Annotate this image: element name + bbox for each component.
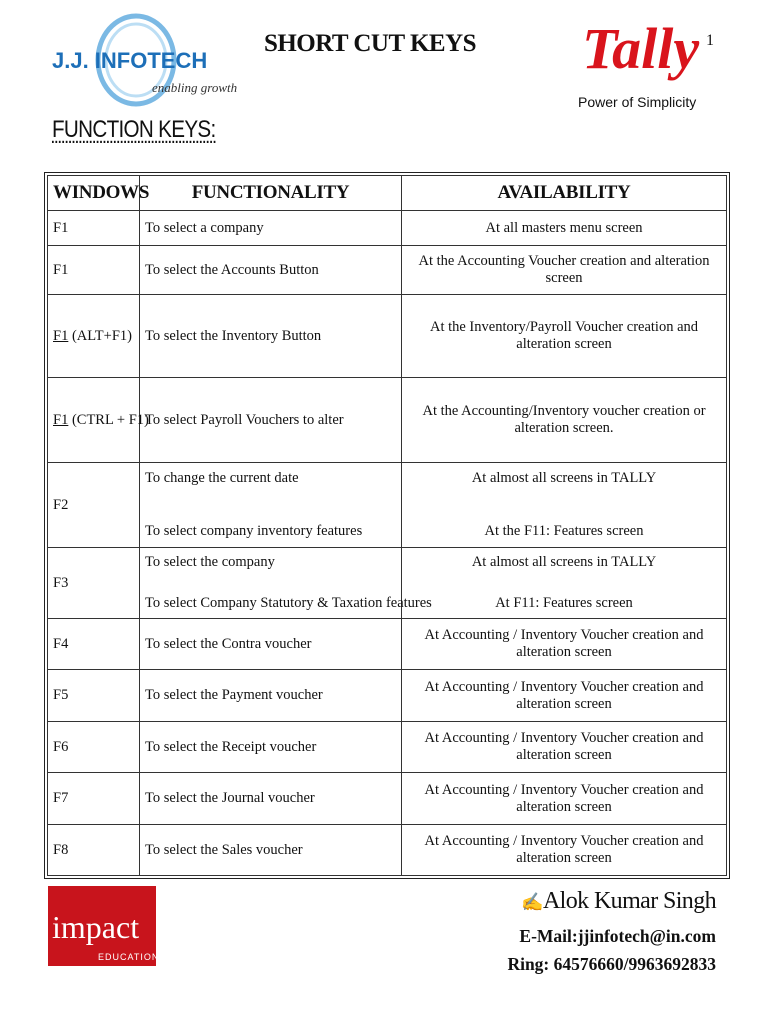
svg-text:Tally: Tally	[582, 16, 700, 81]
table-header-row	[48, 176, 727, 211]
functionality-cell: To select the Journal voucher	[140, 773, 402, 825]
table-row	[48, 378, 727, 463]
table-row	[48, 246, 727, 295]
table-row	[48, 825, 727, 876]
key-cell: F1	[48, 246, 140, 295]
contact-email: E-Mail:jjinfotech@in.com	[519, 926, 716, 946]
key-cell: F7	[48, 773, 140, 825]
availability-cell: At all masters menu screen	[402, 211, 727, 246]
availability-cell	[402, 463, 727, 548]
svg-text:impact: impact	[52, 909, 140, 945]
jj-infotech-logo	[48, 14, 238, 110]
key-cell: F5	[48, 670, 140, 722]
table-row	[48, 619, 727, 670]
functionality-cell: To select Payroll Vouchers to alter	[140, 378, 402, 463]
functionality-cell: To select the Receipt voucher	[140, 722, 402, 773]
functionality-cell	[140, 548, 432, 619]
impact-education-logo	[48, 886, 160, 966]
functionality-cell: To select the Payment voucher	[140, 670, 402, 722]
functionality-cell: To select the Sales voucher	[140, 825, 402, 876]
availability-cell: At Accounting / Inventory Voucher creation and alteration screen	[402, 722, 727, 773]
availability-cell: At the Accounting/Inventory voucher creation or alteration screen.	[402, 378, 727, 463]
page-title: SHORT CUT KEYS	[263, 30, 477, 57]
availability-cell: At Accounting / Inventory Voucher creation and alteration screen	[402, 670, 727, 722]
availability-line: At the F11: Features screen	[484, 523, 644, 539]
svg-text:enabling growth: enabling growth	[152, 80, 238, 95]
page-number: 1	[706, 32, 714, 49]
availability-cell: At the Inventory/Payroll Voucher creation and alteration screen	[402, 295, 727, 378]
shortcut-table	[44, 172, 730, 879]
availability-cell: At the Accounting Voucher creation and alteration screen	[402, 246, 727, 295]
key-cell: F2	[48, 463, 140, 548]
key-name: F1	[53, 327, 69, 344]
key-cell	[48, 378, 149, 463]
key-modifier: (ALT+F1)	[68, 327, 132, 344]
table-row	[48, 211, 727, 246]
key-cell: F4	[48, 619, 140, 670]
author-name-text: Alok Kumar Singh	[542, 888, 716, 914]
pen-icon: ✍	[521, 892, 543, 912]
functionality-line: To select Company Statutory & Taxation features	[145, 595, 432, 611]
key-cell: F3	[48, 548, 140, 619]
functionality-line: To select the company	[145, 554, 275, 570]
availability-cell: At Accounting / Inventory Voucher creation and alteration screen	[402, 773, 727, 825]
table-row	[48, 773, 727, 825]
column-header-windows: WINDOWS	[48, 176, 140, 211]
table-row	[48, 548, 727, 619]
availability-line: At F11: Features screen	[495, 595, 633, 611]
functionality-cell: To select the Accounts Button	[140, 246, 402, 295]
tally-tagline: Power of Simplicity	[578, 94, 697, 110]
key-cell: F6	[48, 722, 140, 773]
table-row	[48, 670, 727, 722]
svg-text:EDUCATION: EDUCATION	[98, 952, 160, 962]
svg-text:J.J. INFOTECH: J.J. INFOTECH	[52, 48, 208, 73]
key-modifier: (CTRL + F1)	[68, 411, 149, 428]
key-cell	[48, 295, 140, 378]
table-row	[48, 722, 727, 773]
key-cell: F8	[48, 825, 140, 876]
availability-cell	[402, 548, 727, 619]
table-row	[48, 463, 727, 548]
availability-cell: At Accounting / Inventory Voucher creation and alteration screen	[402, 825, 727, 876]
section-heading: FUNCTION KEYS:	[52, 116, 216, 143]
key-name: F1	[53, 411, 69, 428]
functionality-cell: To select the Contra voucher	[140, 619, 402, 670]
column-header-functionality: FUNCTIONALITY	[140, 176, 402, 211]
author-name	[521, 888, 716, 915]
key-cell: F1	[48, 211, 140, 246]
functionality-line: To change the current date	[145, 470, 299, 486]
column-header-availability: AVAILABILITY	[402, 176, 727, 211]
functionality-line: To select company inventory features	[145, 523, 363, 539]
table-row	[48, 295, 727, 378]
availability-line: At almost all screens in TALLY	[471, 470, 657, 486]
availability-cell: At Accounting / Inventory Voucher creation and alteration screen	[402, 619, 727, 670]
functionality-cell	[140, 463, 402, 548]
contact-phone: Ring: 64576660/9963692833	[507, 954, 716, 974]
functionality-cell: To select the Inventory Button	[140, 295, 402, 378]
functionality-cell: To select a company	[140, 211, 402, 246]
availability-line: At almost all screens in TALLY	[471, 554, 657, 570]
